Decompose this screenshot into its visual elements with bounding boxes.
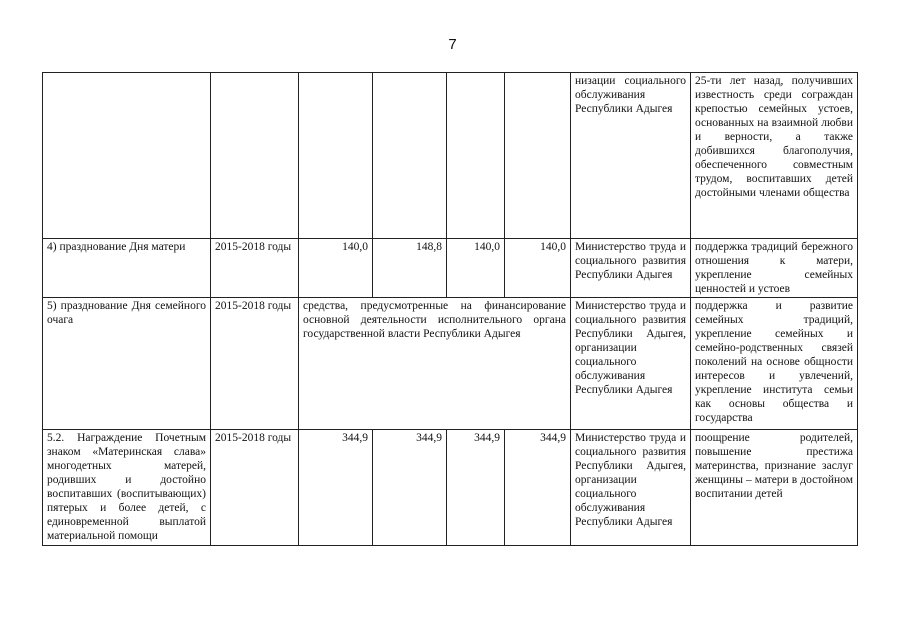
value-cell: 344,9 xyxy=(505,430,571,546)
table-row xyxy=(43,298,858,430)
period-cell: 2015-2018 годы xyxy=(211,239,299,298)
executor-cell: низации социального обслуживания Республики Адыгея xyxy=(571,73,691,239)
result-cell: поддержка и развитие семейных традиций, укрепление семейных и семейно-родственных связей поколений на основе общности интересов и увлечений, укрепление института семьи как основы общества и государства xyxy=(691,298,858,430)
value-cell xyxy=(505,73,571,239)
event-name-cell xyxy=(43,73,211,239)
value-cell xyxy=(373,73,447,239)
period-cell xyxy=(211,73,299,239)
value-cell: 344,9 xyxy=(299,430,373,546)
period-cell: 2015-2018 годы xyxy=(211,298,299,430)
result-cell: поощрение родителей, повышение престижа материнства, признание заслуг женщины – матери в достойном воспитании детей xyxy=(691,430,858,546)
page-number: 7 xyxy=(448,36,457,53)
funding-cell: средства, предусмотренные на финансирование основной деятельности исполнительного органа государственной власти Республики Адыгея xyxy=(299,298,571,430)
value-cell: 140,0 xyxy=(505,239,571,298)
program-table xyxy=(42,72,858,546)
value-cell: 140,0 xyxy=(447,239,505,298)
event-name-cell: 5.2. Награждение Почетным знаком «Материнская слава» многодетных матерей, родивших и достойно воспитавших (воспитывающих) пятерых и более детей, с единовременной выплатой материальной помощи xyxy=(43,430,211,546)
value-cell: 148,8 xyxy=(373,239,447,298)
executor-cell: Министерство труда и социального развития Республики Адыгея, организации социального обслуживания Республики Адыгея xyxy=(571,298,691,430)
value-cell: 140,0 xyxy=(299,239,373,298)
event-name-cell: 4) празднование Дня матери xyxy=(43,239,211,298)
result-cell: 25-ти лет назад, получивших известность среди сограждан крепостью семейных устоев, основанных на взаимной любви и верности, а также добившихся благополучия, обеспеченного совместным трудом, воспитавших детей достойными членами общества xyxy=(691,73,858,239)
table-row xyxy=(43,239,858,298)
result-cell: поддержка традиций бережного отношения к матери, укрепление семейных ценностей и устоев xyxy=(691,239,858,298)
value-cell: 344,9 xyxy=(447,430,505,546)
value-cell xyxy=(299,73,373,239)
executor-cell: Министерство труда и социального развития Республики Адыгея, организации социального обслуживания Республики Адыгея xyxy=(571,430,691,546)
event-name-cell: 5) празднование Дня семейного очага xyxy=(43,298,211,430)
executor-cell: Министерство труда и социального развития Республики Адыгея xyxy=(571,239,691,298)
table-row xyxy=(43,430,858,546)
value-cell: 344,9 xyxy=(373,430,447,546)
value-cell xyxy=(447,73,505,239)
table-row xyxy=(43,73,858,239)
period-cell: 2015-2018 годы xyxy=(211,430,299,546)
